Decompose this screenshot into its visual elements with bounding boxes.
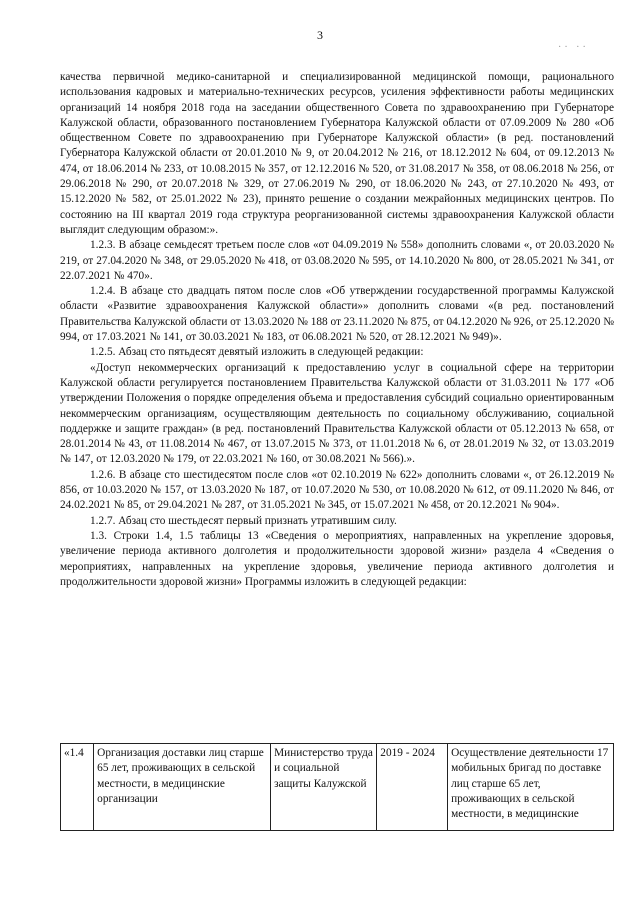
paragraph-1-2-7: 1.2.7. Абзац сто шестьдесят первый признать утратившим силу. (90, 514, 397, 527)
scan-mark: ·· ·· (558, 42, 589, 53)
table-row (61, 744, 614, 831)
paragraph-1-2-5: 1.2.5. Абзац сто пятьдесят девятый изложить в следующей редакции: (90, 346, 424, 359)
table-cell-measure: Организация доставки лиц старше 65 лет, проживающих в сельской местности, в медицинские организации (94, 744, 271, 831)
paragraph-continuation: качества первичной медико-санитарной и специализированной медицинской помощи, рационального использования кадровых и материально-технических ресурсов, усиления эффективности работы медицинских организаций 14 ноября 2018 года на заседании общественного Совета по здравоохранению при Губернаторе Калужской области, образованного постановлением Губернатора Калужской области от 07.09.2009 № 280 «Об общественном Совете по здравоохранению при Губернаторе Калужской области» (в ред. постановлений Губернатора Калужской области от 20.01.2010 № 9, от 20.04.2012 № 216, от 18.12.2012 № 604, от 09.12.2013 № 474, от 18.06.2014 № 233, от 10.08.2015 № 357, от 12.12.2016 № 520, от 31.08.2017 № 358, от 08.06.2018 № 256, от 29.06.2018 № 290, от 20.07.2018 № 329, от 27.06.2019 № 290, от 18.06.2020 № 243, от 27.10.2020 № 493, от 15.12.2020 № 582, от 25.01.2022 № 23), принято решение о создании межрайонных медицинских центров. По состоянию на III квартал 2019 года структура реорганизованной системы здравоохранения Калужской области выглядит следующим образом:». (60, 71, 614, 236)
body-text (60, 70, 614, 590)
paragraph-quote: «Доступ некоммерческих организаций к предоставлению услуг в социальной сфере на территории Калужской области регулируется постановлением Правительства Калужской области от 31.03.2011 № 177 «Об утверждении Положения о порядке определения объема и предоставления субсидий социально ориентированным некоммерческим организациям, осуществляющим деятельность по социальному обслуживанию, социальной поддержке и защите граждан» (в ред. постановлений Правительства Калужской области от 05.12.2013 № 658, от 28.01.2014 № 43, от 11.08.2014 № 467, от 13.07.2015 № 373, от 11.01.2018 № 6, от 28.01.2019 № 32, от 13.03.2019 № 147, от 12.03.2020 № 179, от 22.03.2021 № 160, от 30.08.2021 № 566).». (60, 361, 614, 466)
table-cell-executor: Министерство труда и социальной защиты Калужской (271, 744, 377, 831)
measures-table (60, 743, 614, 831)
table-cell-period: 2019 - 2024 (377, 744, 448, 831)
page-number: 3 (317, 28, 323, 42)
paragraph-1-2-3: 1.2.3. В абзаце семьдесят третьем после слов «от 04.09.2019 № 558» дополнить словами «, от 20.03.2020 № 219, от 27.04.2020 № 348, от 29.05.2020 № 418, от 03.08.2020 № 595, от 14.10.2020 № 800, от 28.05.2021 № 341, от 22.07.2021 № 470». (60, 239, 614, 282)
table-cell-result: Осуществление деятельности 17 мобильных бригад по доставке лиц старше 65 лет, проживающих в сельской местности, в медицинские (448, 744, 614, 831)
paragraph-1-3: 1.3. Строки 1.4, 1.5 таблицы 13 «Сведения о мероприятиях, направленных на укрепление здоровья, увеличение периода активного долголетия и продолжительности здоровой жизни» раздела 4 «Сведения о мероприятиях, направленных на укрепление здоровья, увеличение периода активного долголетия и продолжительности здоровой жизни» Программы изложить в следующей редакции: (60, 529, 614, 588)
paragraph-1-2-6: 1.2.6. В абзаце сто шестидесятом после слов «от 02.10.2019 № 622» дополнить словами «, от 26.12.2019 № 856, от 10.03.2020 № 157, от 13.03.2020 № 187, от 10.07.2020 № 530, от 10.08.2020 № 612, от 09.11.2020 № 846, от 24.02.2021 № 85, от 29.04.2021 № 287, от 31.05.2021 № 345, от 15.07.2021 № 458, от 20.12.2021 № 904». (60, 468, 614, 512)
table-cell-number: «1.4 (61, 744, 94, 831)
paragraph-1-2-4: 1.2.4. В абзаце сто двадцать пятом после слов «Об утверждении государственной программы Калужской области «Развитие здравоохранения Калужской области»» дополнить словами «(в ред. постановлений Правительства Калужской области от 13.03.2020 № 188 от 23.11.2020 № 875, от 04.12.2020 № 926, от 25.12.2020 № 994, от 17.03.2021 № 141, от 30.03.2021 № 183, от 06.08.2021 № 520, от 28.12.2021 № 949)». (60, 285, 614, 344)
